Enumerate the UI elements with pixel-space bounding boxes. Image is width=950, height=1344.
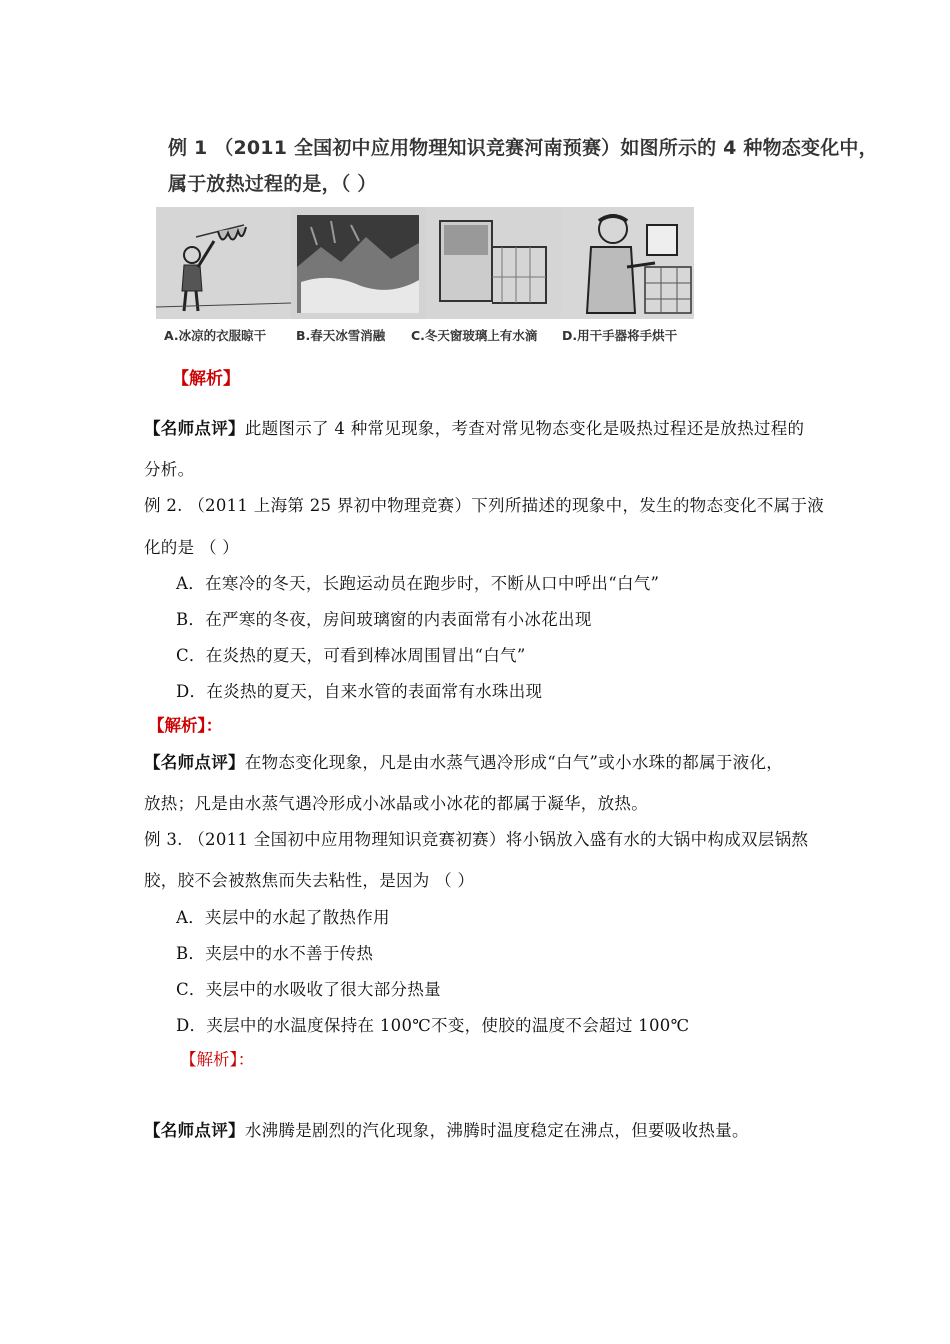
example-3-question-line-2: 胶，胶不会被熬焦而失去粘性，是因为 （ ） <box>144 871 475 890</box>
example-2-option-c: C．在炎热的夏天，可看到棒冰周围冒出“白气” <box>176 646 526 665</box>
example-2-question-line-1: 例 2. （2011 上海第 25 界初中物理竞赛）下列所描述的现象中，发生的物态变化不属于液 <box>144 496 825 515</box>
caption-b: B.春天冰雪消融 <box>296 328 386 343</box>
example-3-option-a: A．夹层中的水起了散热作用 <box>176 908 390 927</box>
panel-a-drying-clothes-image <box>156 207 291 319</box>
example-2-review <box>144 749 783 773</box>
caption-c: C.冬天窗玻璃上有水滴 <box>411 328 538 343</box>
example-1-analysis-label: 【解析】 <box>172 369 240 389</box>
example-2-question-line-2: 化的是 （ ） <box>144 538 240 557</box>
review-text: 此题图示了 4 种常见现象，考查对常见物态变化是吸热过程还是放热过程的 <box>244 419 805 438</box>
example-3-question-line-1: 例 3. （2011 全国初中应用物理知识竞赛初赛）将小锅放入盛有水的大锅中构成双层锅熬 <box>144 830 809 849</box>
review-tag: 【名师点评】 <box>144 1121 245 1140</box>
example-2-review-line-2: 放热；凡是由水蒸气遇冷形成小冰晶或小冰花的都属于凝华，放热。 <box>144 794 648 813</box>
caption-a: A.冰凉的衣服晾干 <box>164 328 267 343</box>
example-1-question-line-2: 属于放热过程的是，（ ） <box>168 173 377 195</box>
example-1-review <box>144 415 804 439</box>
example-2-option-a: A．在寒冷的冬天，长跑运动员在跑步时，不断从口中呼出“白气” <box>176 574 660 593</box>
panel-c-window-drops-image <box>426 207 561 319</box>
example-2-option-d: D．在炎热的夏天，自来水管的表面常有水珠出现 <box>176 682 543 701</box>
example-1-review-line-2: 分析。 <box>144 460 195 479</box>
example-1-figure <box>156 207 694 319</box>
example-3-option-c: C．夹层中的水吸收了很大部分热量 <box>176 980 441 999</box>
example-3-analysis-label: 【解析】： <box>180 1050 255 1069</box>
example-1-question-line-1: 例 1 （2011 全国初中应用物理知识竞赛河南预赛）如图所示的 4 种物态变化中， <box>168 137 878 159</box>
example-3-option-d: D．夹层中的水温度保持在 100℃不变，使胶的温度不会超过 100℃ <box>176 1016 690 1035</box>
example-1-figure-captions <box>156 326 696 348</box>
review-tag: 【名师点评】 <box>144 419 245 438</box>
example-3-review <box>144 1117 749 1141</box>
caption-d: D.用干手器将手烘干 <box>562 328 678 343</box>
review-text: 水沸腾是剧烈的汽化现象，沸腾时温度稳定在沸点，但要吸收热量。 <box>244 1121 749 1140</box>
review-tag: 【名师点评】 <box>144 753 245 772</box>
example-2-option-b: B．在严寒的冬夜，房间玻璃窗的内表面常有小冰花出现 <box>176 610 592 629</box>
panel-d-hand-dryer-image <box>561 207 694 319</box>
review-text: 在物态变化现象，凡是由水蒸气遇冷形成“白气”或小水珠的都属于液化， <box>244 753 784 772</box>
example-3-option-b: B．夹层中的水不善于传热 <box>176 944 374 963</box>
panel-b-melting-snow-image <box>291 207 426 319</box>
example-2-analysis-label: 【解析】： <box>148 716 223 735</box>
